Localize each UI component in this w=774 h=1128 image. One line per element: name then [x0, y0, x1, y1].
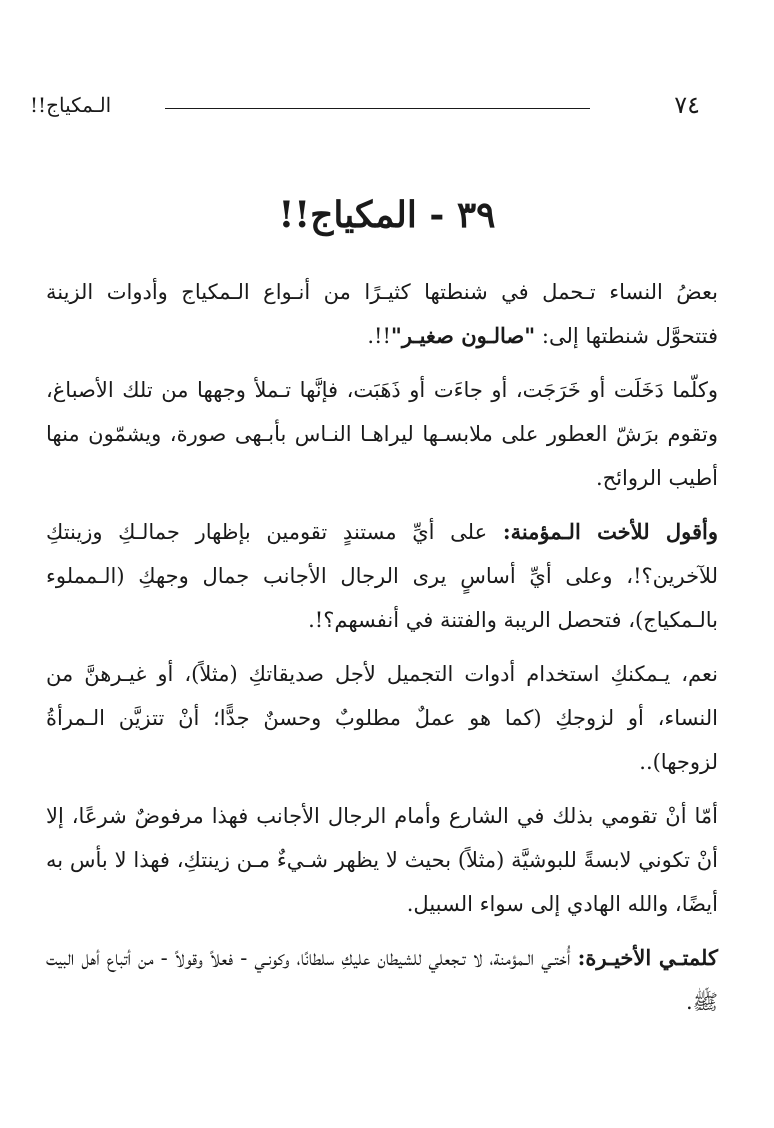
bold-phrase: "صالـون صغيـر" — [390, 323, 536, 348]
paragraph-text: نعم، يـمكنكِ استخدام أدوات التجميل لأجل صديقاتكِ (مثلاً)، أو غيـرهنَّ من النساء، أو لزوجكِ (كما هو عملٌ مطلوبٌ وحسنٌ جدًّا؛ أنْ تتزيَّن الـمرأةُ لزوجها).. — [46, 662, 718, 774]
bold-phrase: كلمتـي الأخيـرة: — [577, 945, 718, 970]
paragraph-text: على أيِّ مستندٍ تقومين بإظهار جمالـكِ وزينتكِ للآخرين؟!، وعلى أيِّ أساسٍ يرى الرجال الأجانب جمال وجهكِ (الـمملوء بالـمكياج)، فتحصل الريبة والفتنة في أنفسهم؟!. — [46, 520, 718, 632]
paragraph-text: وكلّما دَخَلَت أو خَرَجَت، أو جاءَت أو ذَهَبَت، فإنَّها تـملأ وجهها من تلك الأصباغ، وتقوم برَشّ العطور على ملابسـها ليراهـا النـاس بأبـهى صورة، ويشمّون منها أطيب الروائح. — [46, 378, 718, 490]
paragraph-text: !!. — [367, 324, 391, 348]
paragraph-5 — [46, 794, 718, 926]
bold-phrase: وأقول للأخت الـمؤمنة: — [502, 519, 719, 544]
page-number: ٧٤ — [674, 91, 700, 119]
running-header-title: الـمكياج!! — [30, 93, 112, 117]
chapter-title: ٣٩ - المكياج!! — [278, 194, 496, 236]
chapter-body — [46, 270, 718, 1034]
paragraph-2 — [46, 368, 718, 500]
header-rule — [165, 108, 590, 109]
paragraph-6 — [46, 936, 718, 1024]
paragraph-3 — [46, 510, 718, 642]
paragraph-text: أُختـي الـمؤمنة، لا تـجعلي للشيطان عليكِ سلطانًا، وكونـي - فعلاً وقولاً - من أتباع أهل البيت ﷺ. — [46, 946, 718, 1014]
paragraph-text: أمّا أنْ تقومي بذلك في الشارع وأمام الرجال الأجانب فهذا مرفوضٌ شرعًا، إلا أنْ تكوني لابسةً للبوشيَّة (مثلاً) بحيث لا يظهر شـيءٌ مـن زينتكِ، فهذا لا بأس به أيضًا، والله الهادي إلى سواء السبيل. — [46, 804, 718, 916]
paragraph-1 — [46, 270, 718, 358]
running-header — [30, 90, 720, 120]
paragraph-text: بعضُ النساء تـحمل في شنطتها كثيـرًا من أنـواع الـمكياج وأدوات الزينة فتتحوَّل شنطتها إلى: — [46, 280, 718, 348]
paragraph-4 — [46, 652, 718, 784]
